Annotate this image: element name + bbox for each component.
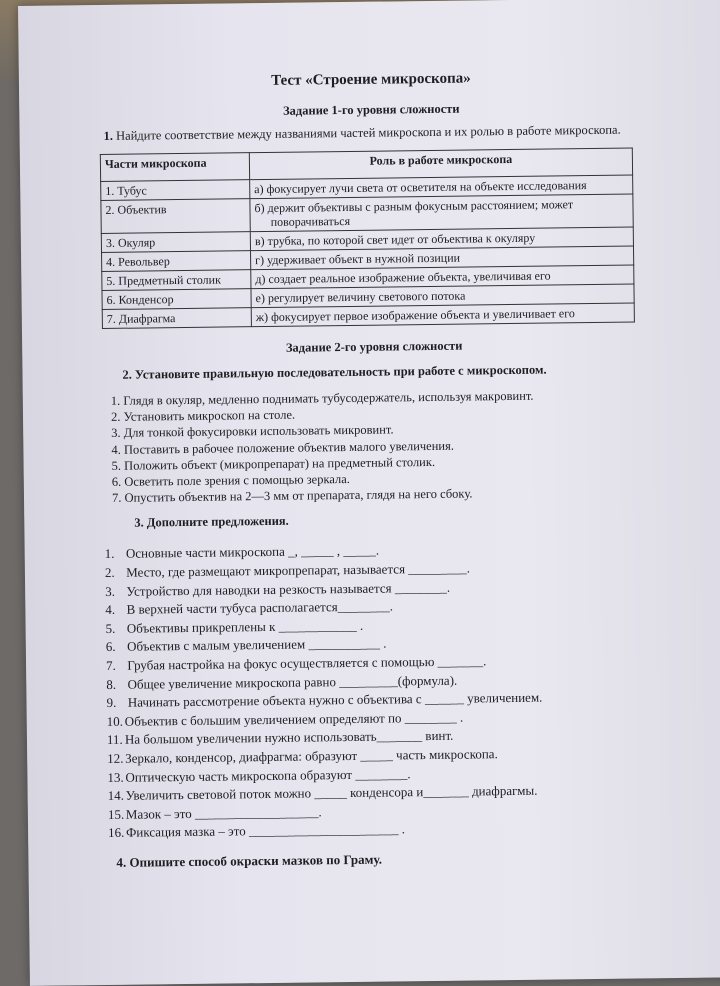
item-text: Начинать рассмотрение объекта нужно с объектива с ______ увеличением. (127, 689, 543, 710)
item-number: 15. (107, 806, 125, 822)
item-text: Основные части микроскопа _, _____ , _____. (125, 543, 380, 562)
role-text: е) регулирует величину светового потока (255, 288, 466, 306)
item-text: Объектив с большим увеличением определяют по ________ . (124, 709, 464, 729)
part-cell: 1. Тубус (101, 180, 250, 201)
task1-instruction: Найдите соответствие между названиями частей микроскопа и их ролью в работе микроскопа. (116, 122, 621, 143)
task4-heading: 4. Опишите способ окраски мазков по Граму. (116, 851, 382, 870)
item-text: Общее увеличение микроскопа равно _________(формула). (127, 672, 458, 692)
list-item: 1. Глядя в окуляр, медленно поднимать тубусодержатель, используя макровинт. (110, 388, 534, 408)
item-number: 10. (106, 713, 124, 729)
task1-number: 1. (103, 128, 114, 143)
level1-heading: Задание 1-го уровня сложности (282, 101, 460, 118)
task3-heading: 3. Дополните предложения. (134, 514, 289, 531)
item-text: Грубая настройка на фокус осуществляется с помощью _______. (127, 653, 487, 673)
item-text: Увеличить световой поток можно _____ конденсора и_______ диафрагмы. (125, 782, 538, 803)
item-number: 12. (107, 750, 124, 766)
part-cell: 6. Конденсор (102, 289, 251, 310)
worksheet-content (81, 56, 671, 871)
list-item: 7. Опустить объектив на 2—3 мм от препарата, глядя на него сбоку. (111, 486, 473, 506)
item-number: 13. (107, 769, 124, 785)
item-number: 14. (107, 787, 124, 804)
item-number: 8. (106, 676, 117, 692)
part-cell: 5. Предметный столик (102, 270, 251, 291)
worksheet-paper (18, 0, 720, 986)
role-text: б) держит объективы с разным фокусным расстоянием; может поворачиваться (254, 197, 574, 229)
item-text: Объектив с малым увеличением ___________ . (126, 635, 387, 655)
item-number: 4. (105, 602, 116, 618)
item-number: 7. (105, 657, 116, 673)
part-cell: 3. Окуляр (101, 232, 250, 253)
role-text: г) удерживает объект в нужной позиции (255, 250, 461, 268)
header-parts: Части микроскопа (100, 153, 249, 182)
list-item: 3. Для тонкой фокусировки использовать микровинт. (111, 422, 394, 441)
item-text: Место, где размещают микропрепарат, называется _________. (126, 560, 471, 580)
part-cell: 2. Объектив (101, 199, 250, 234)
list-item: 5. Положить объект (микропрепарат) на предметный столик. (111, 454, 436, 473)
item-text: Оптическую часть микроскопа образуют ________. (125, 765, 411, 785)
item-text: Фиксация мазка – это _______________________ . (126, 821, 406, 841)
item-number: 11. (106, 732, 123, 748)
header-role: Роль в работе микроскопа (249, 148, 632, 180)
list-item: 6. Осветить поле зрения с помощью зеркала. (111, 471, 350, 489)
level2-heading: Задание 2-го уровня сложности (285, 338, 463, 355)
task1-text (82, 122, 662, 144)
list-item: 4. Поставить в рабочее положение объектив малого увеличения. (111, 438, 455, 457)
item-text: В верхней части тубуса располагается________. (126, 598, 394, 617)
item-number: 6. (105, 639, 116, 655)
item-number: 5. (105, 620, 116, 636)
role-cell (251, 303, 634, 327)
role-text: а) фокусирует лучи света от осветителя на объекте исследования (254, 178, 587, 197)
item-number: 16. (108, 825, 125, 841)
item-text: Устройство для наводки на резкость называется ________. (126, 579, 451, 599)
item-text: Объективы прикреплены к ____________ . (126, 617, 364, 636)
item-text: На большом увеличении нужно использовать_______ винт. (124, 728, 454, 748)
item-number: 2. (104, 564, 115, 580)
item-number: 1. (104, 546, 115, 562)
matching-table (100, 147, 635, 328)
role-text: ж) фокусирует первое изображение объекта и увеличивает его (255, 306, 575, 325)
page-title: Тест «Строение микроскопа» (271, 70, 471, 89)
item-text: Мазок – это ___________________. (125, 804, 322, 822)
part-cell: 7. Диафрагма (102, 308, 251, 329)
fill-in-list (87, 539, 671, 844)
role-text: д) создает реальное изображение объекта, увеличивая его (255, 268, 551, 287)
item-number: 9. (106, 695, 117, 711)
list-item: 2. Установить микроскоп на столе. (110, 407, 296, 425)
sequence-list (85, 386, 666, 506)
part-cell: 4. Револьвер (102, 251, 251, 272)
role-text: в) трубка, по которой свет идет от объектива к окуляру (254, 230, 536, 249)
item-number: 3. (105, 583, 115, 599)
role-cell (250, 194, 633, 232)
item-text: Зеркало, конденсор, диафрагма: образуют _____ часть микроскопа. (125, 746, 498, 766)
task2-text: 2. Установите правильную последовательность при работе с микроскопом. (122, 362, 547, 382)
